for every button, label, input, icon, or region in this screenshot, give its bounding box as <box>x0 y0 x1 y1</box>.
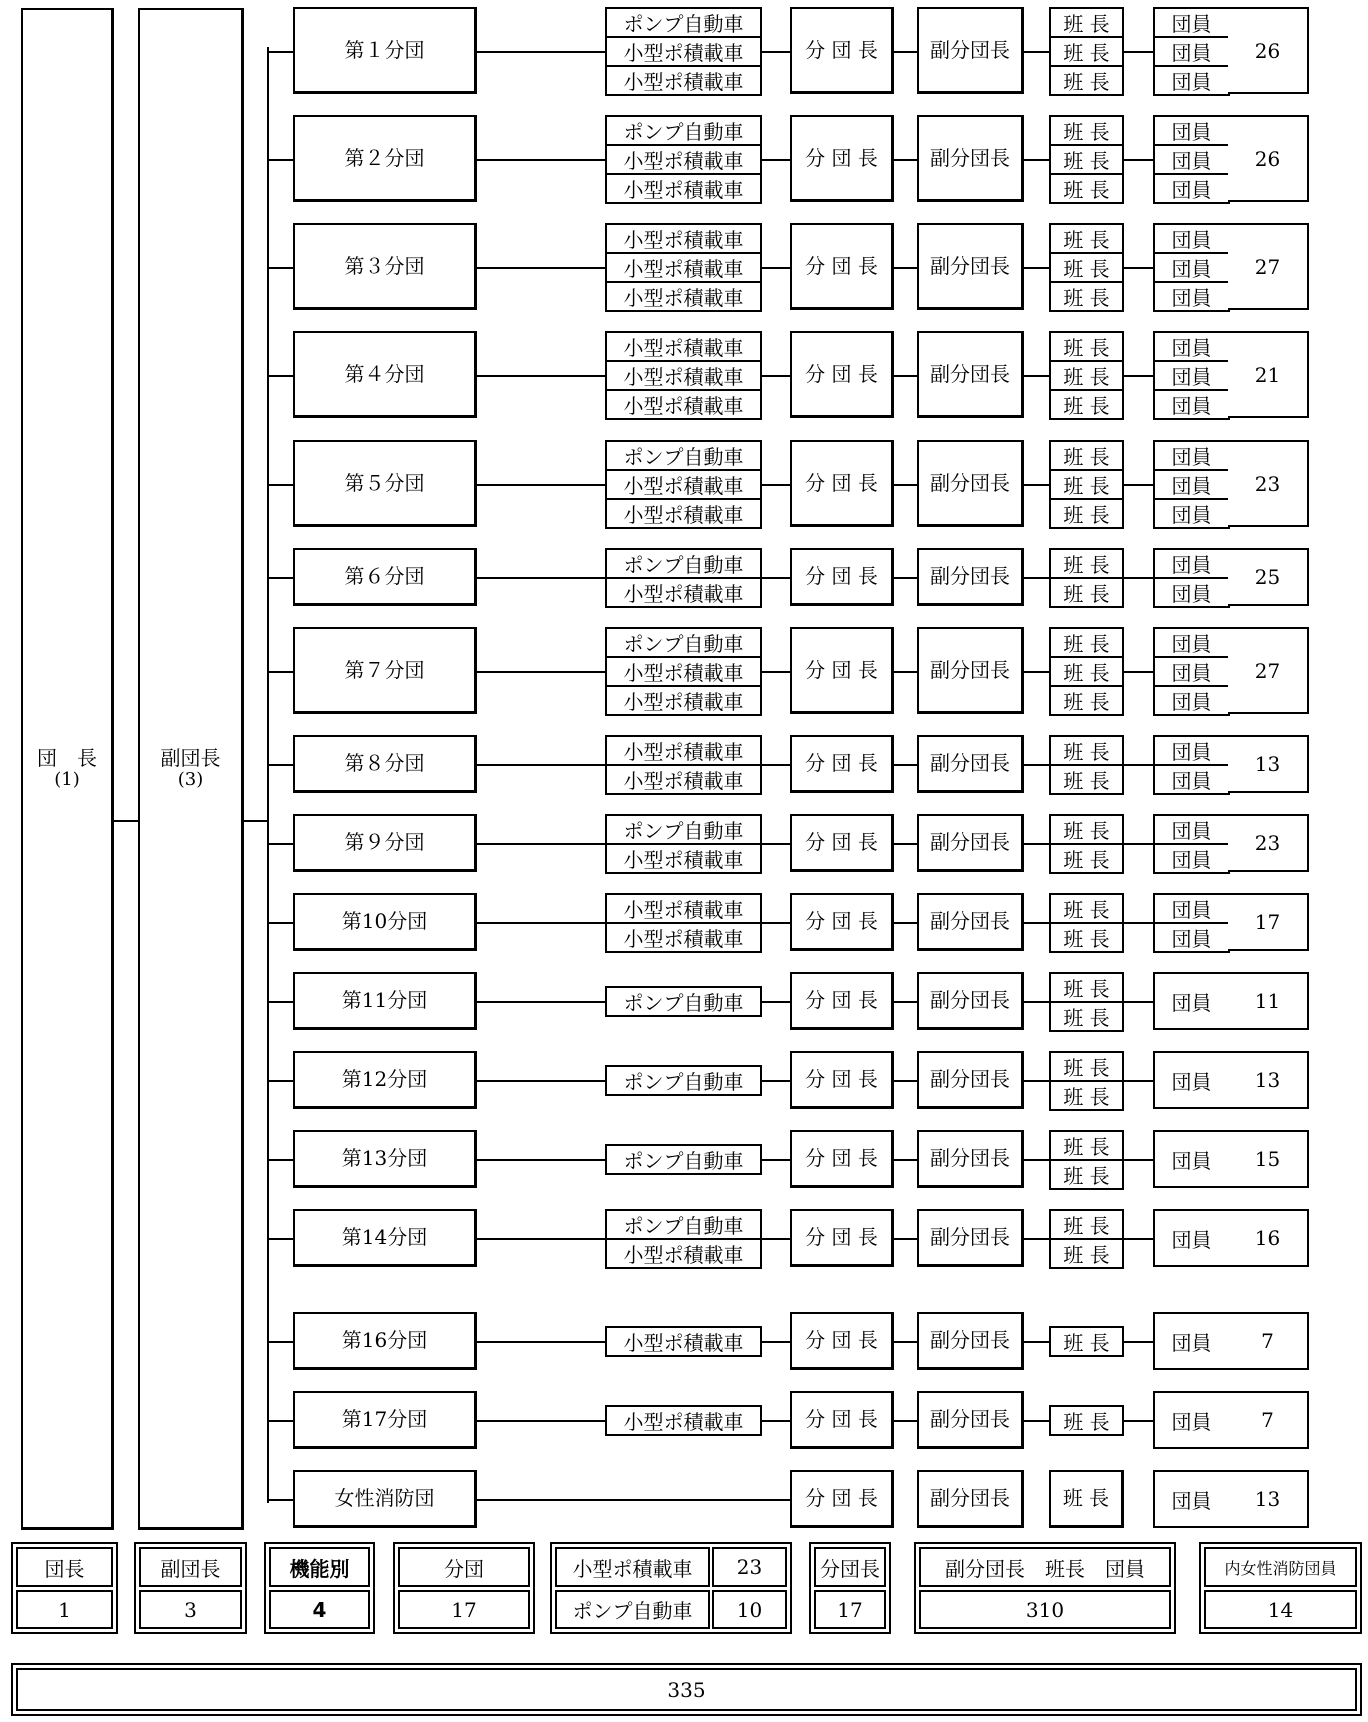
branch-name-box: 第17分団 <box>293 1391 477 1449</box>
vehicle-line <box>762 159 790 161</box>
squad-leader-cell: 班 長 <box>1049 1209 1124 1240</box>
vehicle-line <box>762 1001 790 1003</box>
leader-line <box>894 843 917 845</box>
leader-line <box>894 51 917 53</box>
branch-line <box>477 671 605 673</box>
vehicle-line <box>762 1238 790 1240</box>
branch-total: 27 <box>1228 627 1309 714</box>
vehicle-line <box>762 375 790 377</box>
member-cell: 団員 <box>1153 331 1230 362</box>
squad-line <box>1124 1238 1153 1240</box>
member-cell: 団員 <box>1153 65 1230 96</box>
member-cell: 団員 <box>1153 685 1230 716</box>
member-cell: 団員 <box>1153 548 1230 579</box>
member-cell: 団員 <box>1153 1391 1230 1449</box>
summary-pump-truck-label: ポンプ自動車 <box>555 1590 710 1629</box>
vehicle-cell: ポンプ自動車 <box>605 1065 762 1096</box>
vehicle-line <box>762 484 790 486</box>
vehicle-cell: ポンプ自動車 <box>605 440 762 471</box>
leader-line <box>894 1420 917 1422</box>
squad-leader-cell: 班 長 <box>1049 656 1124 687</box>
chief-box <box>21 8 114 1530</box>
leader-box: 分 団 長 <box>790 627 894 714</box>
leader-box: 分 団 長 <box>790 972 894 1030</box>
leader-box: 分 団 長 <box>790 814 894 872</box>
branch-connector <box>267 484 293 486</box>
vehicle-line <box>762 843 790 845</box>
vehicle-cell: 小型ポ積載車 <box>605 252 762 283</box>
branch-total: 21 <box>1228 331 1309 418</box>
squad-line <box>1124 1341 1153 1343</box>
chief-connector <box>114 820 138 822</box>
vehicle-cell: ポンプ自動車 <box>605 627 762 658</box>
member-cell: 団員 <box>1153 1209 1230 1267</box>
member-cell: 団員 <box>1153 814 1230 845</box>
branch-name-box: 第７分団 <box>293 627 477 714</box>
summary-women-value: 14 <box>1204 1590 1357 1629</box>
squad-leader-cell: 班 長 <box>1049 735 1124 766</box>
branch-connector <box>267 671 293 673</box>
summary-pump-truck-value: 10 <box>712 1590 787 1629</box>
vice-leader-line <box>1024 922 1049 924</box>
summary-branches-value: 17 <box>398 1590 530 1629</box>
squad-leader-cell: 班 長 <box>1049 173 1124 204</box>
leader-line <box>894 1341 917 1343</box>
vice-chief-title: 副団長 <box>160 745 221 770</box>
squad-line <box>1124 843 1153 845</box>
vehicle-cell: 小型ポ積載車 <box>605 656 762 687</box>
leader-line <box>894 159 917 161</box>
chief-count: (1) <box>54 768 80 790</box>
branch-connector <box>267 764 293 766</box>
trunk-line <box>267 47 269 1503</box>
branch-name-box: 第13分団 <box>293 1130 477 1188</box>
branch-connector <box>267 267 293 269</box>
vehicle-cell: 小型ポ積載車 <box>605 922 762 953</box>
vice-leader-line <box>1024 843 1049 845</box>
leader-line <box>894 267 917 269</box>
leader-line <box>894 1080 917 1082</box>
squad-leader-cell: 班 長 <box>1049 922 1124 953</box>
squad-line <box>1124 577 1153 579</box>
branch-total: 23 <box>1228 814 1309 872</box>
branch-line <box>477 764 605 766</box>
branch-total: 7 <box>1228 1391 1309 1449</box>
vice-leader-box: 副分団長 <box>917 1312 1024 1370</box>
squad-line <box>1124 375 1153 377</box>
summary-leader-value: 17 <box>814 1590 886 1629</box>
vice-leader-box: 副分団長 <box>917 1209 1024 1267</box>
member-cell: 団員 <box>1153 281 1230 312</box>
squad-line <box>1124 1159 1153 1161</box>
member-cell: 団員 <box>1153 735 1230 766</box>
branch-connector <box>267 375 293 377</box>
leader-line <box>894 922 917 924</box>
branch-line <box>477 843 605 845</box>
branch-connector <box>267 843 293 845</box>
vehicle-cell: 小型ポ積載車 <box>605 1326 762 1357</box>
vice-leader-line <box>1024 764 1049 766</box>
vehicle-line <box>762 1159 790 1161</box>
squad-leader-cell: 班 長 <box>1049 65 1124 96</box>
branch-total: 26 <box>1228 7 1309 94</box>
branch-total: 13 <box>1228 1470 1309 1528</box>
summary-small-pump-label: 小型ポ積載車 <box>555 1547 710 1587</box>
branch-connector <box>267 1420 293 1422</box>
squad-leader-cell: 班 長 <box>1049 1238 1124 1269</box>
vehicle-cell: 小型ポ積載車 <box>605 469 762 500</box>
vice-leader-line <box>1024 1420 1049 1422</box>
squad-leader-cell: 班 長 <box>1049 685 1124 716</box>
branch-line <box>477 1238 605 1240</box>
branch-connector <box>267 1001 293 1003</box>
vice-leader-line <box>1024 577 1049 579</box>
vice-leader-line <box>1024 375 1049 377</box>
grand-total-value: 335 <box>16 1668 1357 1711</box>
leader-box: 分 団 長 <box>790 1391 894 1449</box>
branch-line <box>477 375 605 377</box>
member-cell: 団員 <box>1153 1051 1230 1109</box>
member-cell: 団員 <box>1153 843 1230 874</box>
branch-line <box>477 1341 605 1343</box>
branch-connector <box>267 159 293 161</box>
squad-leader-cell: 班 長 <box>1049 144 1124 175</box>
branch-total: 26 <box>1228 115 1309 202</box>
squad-leader-cell: 班 長 <box>1049 893 1124 924</box>
branch-line <box>477 922 605 924</box>
member-cell: 団員 <box>1153 252 1230 283</box>
squad-leader-cell: 班 長 <box>1049 389 1124 420</box>
branch-name-box: 第６分団 <box>293 548 477 606</box>
vice-leader-line <box>1024 267 1049 269</box>
branch-line <box>477 1499 790 1501</box>
vice-leader-box: 副分団長 <box>917 1051 1024 1109</box>
vehicle-line <box>762 1341 790 1343</box>
member-cell: 団員 <box>1153 764 1230 795</box>
leader-line <box>894 671 917 673</box>
squad-leader-cell: 班 長 <box>1049 440 1124 471</box>
vice-leader-box: 副分団長 <box>917 115 1024 202</box>
branch-total: 25 <box>1228 548 1309 606</box>
vice-chief-connector <box>244 820 268 822</box>
leader-box: 分 団 長 <box>790 115 894 202</box>
leader-box: 分 団 長 <box>790 735 894 793</box>
squad-leader-cell: 班 長 <box>1049 627 1124 658</box>
vice-leader-box: 副分団長 <box>917 735 1024 793</box>
leader-box: 分 団 長 <box>790 1470 894 1528</box>
vice-leader-box: 副分団長 <box>917 627 1024 714</box>
branch-name-box: 第５分団 <box>293 440 477 527</box>
vehicle-cell: ポンプ自動車 <box>605 814 762 845</box>
vehicle-cell: ポンプ自動車 <box>605 7 762 38</box>
vehicle-cell: 小型ポ積載車 <box>605 577 762 608</box>
member-cell: 団員 <box>1153 389 1230 420</box>
branch-total: 27 <box>1228 223 1309 310</box>
vehicle-cell: ポンプ自動車 <box>605 1144 762 1175</box>
member-cell: 団員 <box>1153 469 1230 500</box>
vice-leader-box: 副分団長 <box>917 893 1024 951</box>
squad-leader-cell: 班 長 <box>1049 1051 1124 1082</box>
branch-line <box>477 1001 605 1003</box>
branch-line <box>477 577 605 579</box>
leader-box: 分 団 長 <box>790 1209 894 1267</box>
vehicle-cell: 小型ポ積載車 <box>605 893 762 924</box>
branch-total: 11 <box>1228 972 1309 1030</box>
vice-leader-box: 副分団長 <box>917 1391 1024 1449</box>
summary-functional-value: 4 <box>269 1590 370 1629</box>
member-cell: 団員 <box>1153 1312 1230 1370</box>
branch-total: 23 <box>1228 440 1309 527</box>
squad-leader-cell: 班 長 <box>1049 1159 1124 1190</box>
branch-name-box: 第９分団 <box>293 814 477 872</box>
branch-name-box: 第１分団 <box>293 7 477 94</box>
summary-staff-label: 副分団長 班長 団員 <box>919 1547 1171 1587</box>
branch-line <box>477 1159 605 1161</box>
summary-functional-label: 機能別 <box>269 1547 370 1587</box>
vice-leader-box: 副分団長 <box>917 7 1024 94</box>
leader-box: 分 団 長 <box>790 440 894 527</box>
squad-leader-cell: 班 長 <box>1049 223 1124 254</box>
summary-chief-label: 団長 <box>16 1547 113 1587</box>
leader-box: 分 団 長 <box>790 223 894 310</box>
summary-chief-value: 1 <box>16 1590 113 1629</box>
branch-connector <box>267 1238 293 1240</box>
vehicle-cell: 小型ポ積載車 <box>605 1238 762 1269</box>
squad-leader-cell: 班 長 <box>1049 115 1124 146</box>
leader-line <box>894 375 917 377</box>
vehicle-line <box>762 764 790 766</box>
summary-staff-value: 310 <box>919 1590 1171 1629</box>
branch-total: 7 <box>1228 1312 1309 1370</box>
vehicle-line <box>762 1080 790 1082</box>
member-cell: 団員 <box>1153 7 1230 38</box>
vehicle-cell: ポンプ自動車 <box>605 986 762 1017</box>
vice-leader-box: 副分団長 <box>917 223 1024 310</box>
branch-line <box>477 159 605 161</box>
branch-connector <box>267 51 293 53</box>
squad-line <box>1124 1080 1153 1082</box>
vehicle-cell: 小型ポ積載車 <box>605 331 762 362</box>
summary-vice-value: 3 <box>139 1590 242 1629</box>
squad-leader-cell: 班 長 <box>1049 814 1124 845</box>
vehicle-line <box>762 267 790 269</box>
member-cell: 団員 <box>1153 1470 1230 1528</box>
vehicle-cell: 小型ポ積載車 <box>605 498 762 529</box>
squad-line <box>1124 484 1153 486</box>
vice-leader-line <box>1024 1341 1049 1343</box>
squad-leader-cell: 班 長 <box>1049 252 1124 283</box>
branch-name-box: 第３分団 <box>293 223 477 310</box>
vice-leader-line <box>1024 1001 1049 1003</box>
vice-leader-box: 副分団長 <box>917 440 1024 527</box>
branch-name-box: 女性消防団 <box>293 1470 477 1528</box>
squad-leader-cell: 班 長 <box>1049 36 1124 67</box>
squad-line <box>1124 159 1153 161</box>
leader-line <box>894 484 917 486</box>
vehicle-line <box>762 1420 790 1422</box>
squad-leader-box: 班 長 <box>1049 1470 1124 1528</box>
branch-line <box>477 51 605 53</box>
vehicle-cell: 小型ポ積載車 <box>605 735 762 766</box>
vice-leader-line <box>1024 484 1049 486</box>
summary-leader-label: 分団長 <box>814 1547 886 1587</box>
vice-leader-box: 副分団長 <box>917 331 1024 418</box>
vice-chief-count: (3) <box>177 768 204 790</box>
vehicle-cell: 小型ポ積載車 <box>605 36 762 67</box>
branch-total: 16 <box>1228 1209 1309 1267</box>
vice-leader-box: 副分団長 <box>917 1470 1024 1528</box>
branch-name-box: 第２分団 <box>293 115 477 202</box>
member-cell: 団員 <box>1153 144 1230 175</box>
branch-name-box: 第４分団 <box>293 331 477 418</box>
branch-name-box: 第８分団 <box>293 735 477 793</box>
member-cell: 団員 <box>1153 440 1230 471</box>
squad-line <box>1124 1420 1153 1422</box>
squad-leader-cell: 班 長 <box>1049 1130 1124 1161</box>
vice-leader-line <box>1024 671 1049 673</box>
squad-leader-cell: 班 長 <box>1049 1001 1124 1032</box>
branch-name-box: 第12分団 <box>293 1051 477 1109</box>
squad-leader-cell: 班 長 <box>1049 281 1124 312</box>
member-cell: 団員 <box>1153 173 1230 204</box>
squad-leader-cell: 班 長 <box>1049 972 1124 1003</box>
member-cell: 団員 <box>1153 922 1230 953</box>
summary-small-pump-value: 23 <box>712 1547 787 1587</box>
member-cell: 団員 <box>1153 893 1230 924</box>
leader-box: 分 団 長 <box>790 7 894 94</box>
squad-leader-cell: 班 長 <box>1049 469 1124 500</box>
leader-box: 分 団 長 <box>790 1051 894 1109</box>
summary-branches-label: 分団 <box>398 1547 530 1587</box>
vehicle-cell: 小型ポ積載車 <box>605 223 762 254</box>
squad-line <box>1124 671 1153 673</box>
vehicle-cell: ポンプ自動車 <box>605 115 762 146</box>
squad-leader-cell: 班 長 <box>1049 764 1124 795</box>
branch-connector <box>267 1159 293 1161</box>
summary-vice-label: 副団長 <box>139 1547 242 1587</box>
squad-leader-cell: 班 長 <box>1049 360 1124 391</box>
branch-name-box: 第10分団 <box>293 893 477 951</box>
branch-connector <box>267 1499 293 1501</box>
vehicle-cell: 小型ポ積載車 <box>605 281 762 312</box>
leader-box: 分 団 長 <box>790 1130 894 1188</box>
squad-leader-cell: 班 長 <box>1049 498 1124 529</box>
branch-connector <box>267 1341 293 1343</box>
branch-connector <box>267 577 293 579</box>
member-cell: 団員 <box>1153 656 1230 687</box>
summary-women-label: 内女性消防団員 <box>1204 1547 1357 1587</box>
squad-line <box>1124 51 1153 53</box>
squad-leader-cell: 班 長 <box>1049 1405 1124 1436</box>
leader-line <box>894 1001 917 1003</box>
vehicle-cell: 小型ポ積載車 <box>605 764 762 795</box>
squad-leader-cell: 班 長 <box>1049 1326 1124 1357</box>
squad-leader-cell: 班 長 <box>1049 1080 1124 1111</box>
branch-name-box: 第16分団 <box>293 1312 477 1370</box>
branch-line <box>477 1080 605 1082</box>
vehicle-cell: 小型ポ積載車 <box>605 360 762 391</box>
vice-leader-line <box>1024 1159 1049 1161</box>
member-cell: 団員 <box>1153 1130 1230 1188</box>
leader-box: 分 団 長 <box>790 331 894 418</box>
member-cell: 団員 <box>1153 498 1230 529</box>
leader-line <box>894 577 917 579</box>
vehicle-cell: 小型ポ積載車 <box>605 843 762 874</box>
vehicle-line <box>762 671 790 673</box>
vice-leader-box: 副分団長 <box>917 548 1024 606</box>
vice-leader-line <box>1024 159 1049 161</box>
vice-leader-line <box>1024 1080 1049 1082</box>
squad-leader-cell: 班 長 <box>1049 577 1124 608</box>
member-cell: 団員 <box>1153 115 1230 146</box>
branch-total: 13 <box>1228 735 1309 793</box>
vice-leader-box: 副分団長 <box>917 1130 1024 1188</box>
squad-leader-cell: 班 長 <box>1049 7 1124 38</box>
vehicle-cell: 小型ポ積載車 <box>605 685 762 716</box>
leader-line <box>894 1159 917 1161</box>
vehicle-cell: ポンプ自動車 <box>605 1209 762 1240</box>
vehicle-line <box>762 577 790 579</box>
vice-leader-box: 副分団長 <box>917 814 1024 872</box>
vice-leader-line <box>1024 51 1049 53</box>
squad-leader-cell: 班 長 <box>1049 843 1124 874</box>
leader-box: 分 団 長 <box>790 893 894 951</box>
vehicle-cell: 小型ポ積載車 <box>605 65 762 96</box>
branch-line <box>477 267 605 269</box>
vehicle-line <box>762 922 790 924</box>
squad-line <box>1124 922 1153 924</box>
vehicle-line <box>762 51 790 53</box>
leader-line <box>894 764 917 766</box>
vehicle-cell: 小型ポ積載車 <box>605 1405 762 1436</box>
leader-line <box>894 1238 917 1240</box>
member-cell: 団員 <box>1153 223 1230 254</box>
vehicle-cell: 小型ポ積載車 <box>605 173 762 204</box>
member-cell: 団員 <box>1153 627 1230 658</box>
squad-line <box>1124 764 1153 766</box>
vehicle-cell: 小型ポ積載車 <box>605 389 762 420</box>
branch-total: 17 <box>1228 893 1309 951</box>
branch-connector <box>267 922 293 924</box>
vehicle-cell: 小型ポ積載車 <box>605 144 762 175</box>
squad-leader-cell: 班 長 <box>1049 548 1124 579</box>
squad-leader-cell: 班 長 <box>1049 331 1124 362</box>
leader-box: 分 団 長 <box>790 1312 894 1370</box>
branch-line <box>477 1420 605 1422</box>
branch-connector <box>267 1080 293 1082</box>
branch-total: 13 <box>1228 1051 1309 1109</box>
branch-line <box>477 484 605 486</box>
branch-name-box: 第14分団 <box>293 1209 477 1267</box>
member-cell: 団員 <box>1153 577 1230 608</box>
leader-box: 分 団 長 <box>790 548 894 606</box>
vice-chief-box <box>138 8 244 1530</box>
vice-leader-box: 副分団長 <box>917 972 1024 1030</box>
vehicle-cell: ポンプ自動車 <box>605 548 762 579</box>
branch-name-box: 第11分団 <box>293 972 477 1030</box>
chief-title: 団 長 <box>37 745 97 770</box>
squad-line <box>1124 1001 1153 1003</box>
member-cell: 団員 <box>1153 972 1230 1030</box>
vice-leader-line <box>1024 1238 1049 1240</box>
member-cell: 団員 <box>1153 36 1230 67</box>
squad-line <box>1124 267 1153 269</box>
member-cell: 団員 <box>1153 360 1230 391</box>
branch-total: 15 <box>1228 1130 1309 1188</box>
